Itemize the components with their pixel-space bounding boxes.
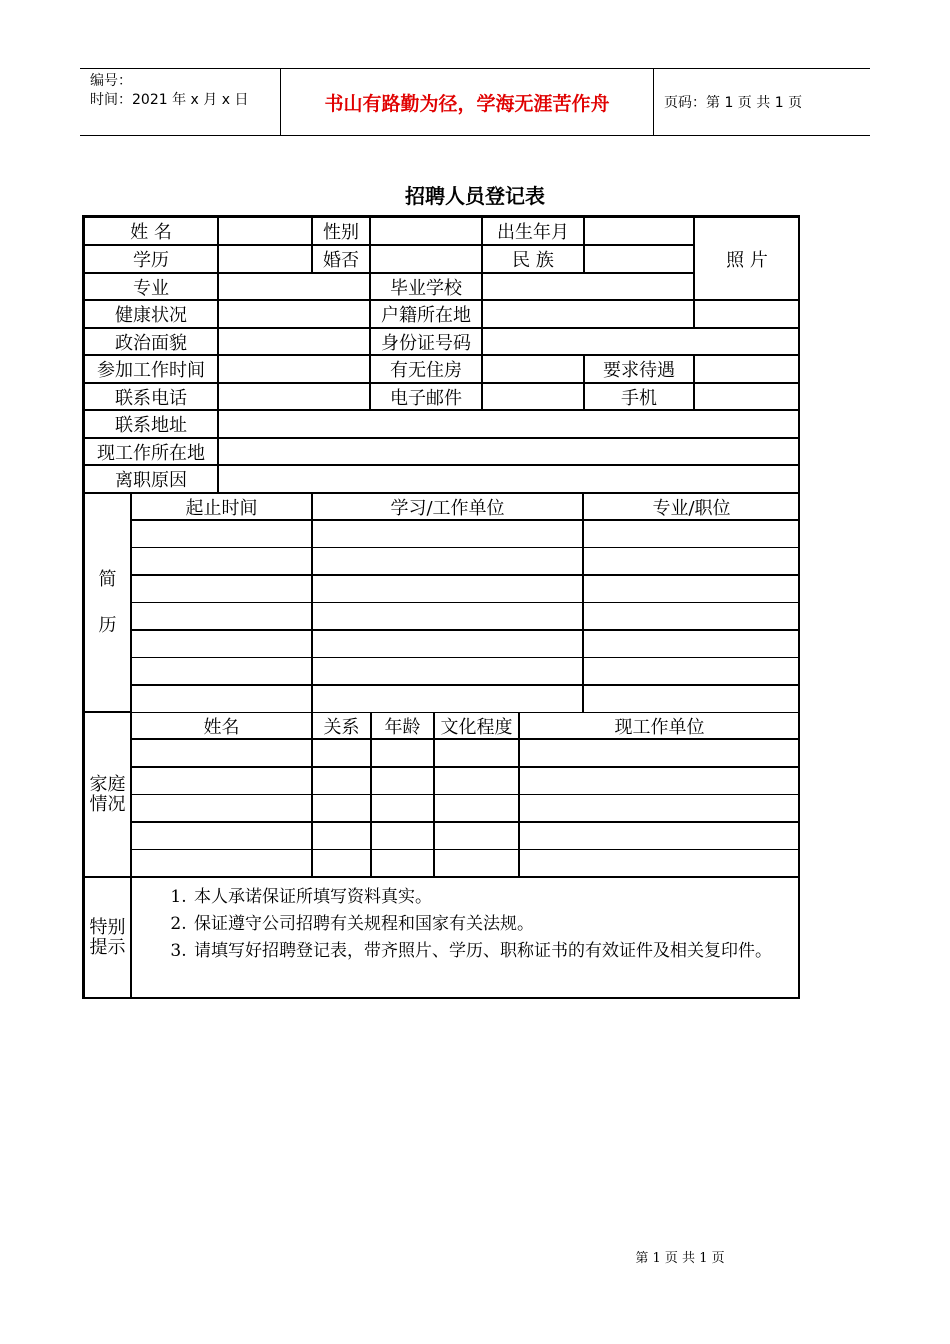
input-phone[interactable] bbox=[218, 383, 370, 410]
label-housing: 有无住房 bbox=[370, 355, 482, 383]
label-work-start: 参加工作时间 bbox=[84, 355, 218, 383]
resume-cell-position[interactable] bbox=[583, 685, 800, 713]
family-cell-name[interactable] bbox=[131, 767, 312, 795]
resume-cell-unit[interactable] bbox=[312, 685, 583, 713]
resume-label-2: 历 bbox=[98, 614, 117, 636]
label-birth: 出生年月 bbox=[482, 217, 584, 245]
input-education[interactable] bbox=[218, 245, 312, 273]
input-mobile[interactable] bbox=[694, 383, 800, 410]
family-cell-relation[interactable] bbox=[312, 822, 371, 850]
label-salary: 要求待遇 bbox=[584, 355, 694, 383]
resume-cell-period[interactable] bbox=[131, 602, 312, 630]
family-cell-education[interactable] bbox=[434, 794, 519, 822]
family-cell-workplace[interactable] bbox=[519, 767, 800, 795]
input-leave-reason[interactable] bbox=[218, 465, 800, 493]
note-item: 3. 请填写好招聘登记表，带齐照片、学历、职称证书的有效证件及相关复印件。 bbox=[192, 938, 797, 965]
resume-cell-period[interactable] bbox=[131, 520, 312, 548]
input-marital[interactable] bbox=[370, 245, 482, 273]
family-label-1: 家庭 bbox=[89, 773, 126, 795]
label-education: 学历 bbox=[84, 245, 218, 273]
family-cell-name[interactable] bbox=[131, 849, 312, 877]
page-header bbox=[80, 68, 870, 136]
date-line: 时间：2021 年 x 月 x 日 bbox=[90, 92, 249, 108]
notes-section-label bbox=[84, 877, 131, 999]
resume-cell-position[interactable] bbox=[583, 547, 800, 575]
label-gender: 性别 bbox=[312, 217, 370, 245]
resume-col-position: 专业/职位 bbox=[583, 493, 800, 520]
resume-cell-unit[interactable] bbox=[312, 547, 583, 575]
resume-cell-period[interactable] bbox=[131, 657, 312, 685]
family-cell-age[interactable] bbox=[371, 767, 434, 795]
label-ethnicity: 民 族 bbox=[482, 245, 584, 273]
resume-col-unit: 学习/工作单位 bbox=[312, 493, 583, 520]
input-address[interactable] bbox=[218, 410, 800, 438]
notes-box bbox=[131, 877, 800, 999]
input-ethnicity[interactable] bbox=[584, 245, 694, 273]
family-col-workplace: 现工作单位 bbox=[519, 712, 800, 739]
label-health: 健康状况 bbox=[84, 300, 218, 328]
input-hukou-extra[interactable] bbox=[694, 300, 800, 328]
input-major[interactable] bbox=[218, 273, 370, 300]
input-workplace[interactable] bbox=[218, 438, 800, 465]
family-section-label bbox=[84, 712, 131, 877]
resume-label-1: 简 bbox=[98, 568, 117, 590]
family-cell-relation[interactable] bbox=[312, 739, 371, 767]
note-item: 2. 保证遵守公司招聘有关规程和国家有关法规。 bbox=[192, 911, 797, 938]
resume-cell-position[interactable] bbox=[583, 520, 800, 548]
resume-cell-unit[interactable] bbox=[312, 602, 583, 630]
family-cell-age[interactable] bbox=[371, 822, 434, 850]
family-cell-education[interactable] bbox=[434, 767, 519, 795]
photo-box[interactable]: 照 片 bbox=[694, 217, 800, 300]
family-cell-workplace[interactable] bbox=[519, 822, 800, 850]
resume-col-period: 起止时间 bbox=[131, 493, 312, 520]
family-cell-education[interactable] bbox=[434, 822, 519, 850]
resume-cell-unit[interactable] bbox=[312, 657, 583, 685]
family-cell-age[interactable] bbox=[371, 739, 434, 767]
family-cell-relation[interactable] bbox=[312, 767, 371, 795]
family-cell-name[interactable] bbox=[131, 794, 312, 822]
header-meta bbox=[80, 69, 281, 135]
input-work-start[interactable] bbox=[218, 355, 370, 383]
family-cell-workplace[interactable] bbox=[519, 794, 800, 822]
input-gender[interactable] bbox=[370, 217, 482, 245]
notes-list bbox=[162, 884, 797, 965]
page-info: 页码：第 1 页 共 1 页 bbox=[664, 95, 803, 111]
input-political[interactable] bbox=[218, 328, 370, 355]
input-birth[interactable] bbox=[584, 217, 694, 245]
label-school: 毕业学校 bbox=[370, 273, 482, 300]
family-cell-name[interactable] bbox=[131, 822, 312, 850]
resume-cell-period[interactable] bbox=[131, 630, 312, 658]
input-health[interactable] bbox=[218, 300, 370, 328]
input-housing[interactable] bbox=[482, 355, 584, 383]
serial-label: 编号： bbox=[90, 73, 132, 89]
resume-cell-period[interactable] bbox=[131, 685, 312, 713]
resume-section-label bbox=[84, 493, 131, 712]
family-cell-age[interactable] bbox=[371, 794, 434, 822]
resume-cell-position[interactable] bbox=[583, 575, 800, 603]
input-hukou[interactable] bbox=[482, 300, 694, 328]
family-cell-education[interactable] bbox=[434, 739, 519, 767]
resume-cell-unit[interactable] bbox=[312, 630, 583, 658]
notes-label-2: 提示 bbox=[89, 937, 126, 958]
registration-form bbox=[82, 215, 800, 999]
family-label-2: 情况 bbox=[89, 793, 126, 815]
note-item: 1. 本人承诺保证所填写资料真实。 bbox=[192, 884, 797, 911]
label-id-number: 身份证号码 bbox=[370, 328, 482, 355]
label-workplace: 现工作所在地 bbox=[84, 438, 218, 465]
family-cell-workplace[interactable] bbox=[519, 849, 800, 877]
resume-cell-unit[interactable] bbox=[312, 520, 583, 548]
label-email: 电子邮件 bbox=[370, 383, 482, 410]
family-col-relation: 关系 bbox=[312, 712, 371, 739]
label-marital: 婚否 bbox=[312, 245, 370, 273]
input-email[interactable] bbox=[482, 383, 584, 410]
input-school[interactable] bbox=[482, 273, 694, 300]
input-name[interactable] bbox=[218, 217, 312, 245]
family-cell-education[interactable] bbox=[434, 849, 519, 877]
family-cell-age[interactable] bbox=[371, 849, 434, 877]
family-cell-relation[interactable] bbox=[312, 849, 371, 877]
resume-cell-period[interactable] bbox=[131, 547, 312, 575]
input-salary[interactable] bbox=[694, 355, 800, 383]
resume-cell-period[interactable] bbox=[131, 575, 312, 603]
document-title: 招聘人员登记表 bbox=[405, 184, 545, 208]
label-name: 姓 名 bbox=[84, 217, 218, 245]
resume-cell-unit[interactable] bbox=[312, 575, 583, 603]
family-col-age: 年龄 bbox=[371, 712, 434, 739]
family-col-name: 姓名 bbox=[131, 712, 312, 739]
label-leave-reason: 离职原因 bbox=[84, 465, 218, 493]
family-cell-relation[interactable] bbox=[312, 794, 371, 822]
family-col-education: 文化程度 bbox=[434, 712, 519, 739]
family-cell-name[interactable] bbox=[131, 739, 312, 767]
resume-cell-position[interactable] bbox=[583, 630, 800, 658]
label-mobile: 手机 bbox=[584, 383, 694, 410]
motto: 书山有路勤为径，学海无涯苦作舟 bbox=[281, 69, 654, 135]
resume-cell-position[interactable] bbox=[583, 657, 800, 685]
page-footer: 第 1 页 共 1 页 bbox=[635, 1251, 725, 1266]
input-id-number[interactable] bbox=[482, 328, 800, 355]
label-political: 政治面貌 bbox=[84, 328, 218, 355]
resume-cell-position[interactable] bbox=[583, 602, 800, 630]
family-cell-workplace[interactable] bbox=[519, 739, 800, 767]
label-hukou: 户籍所在地 bbox=[370, 300, 482, 328]
label-major: 专业 bbox=[84, 273, 218, 300]
notes-label-1: 特别 bbox=[89, 917, 126, 939]
label-address: 联系地址 bbox=[84, 410, 218, 438]
label-phone: 联系电话 bbox=[84, 383, 218, 410]
